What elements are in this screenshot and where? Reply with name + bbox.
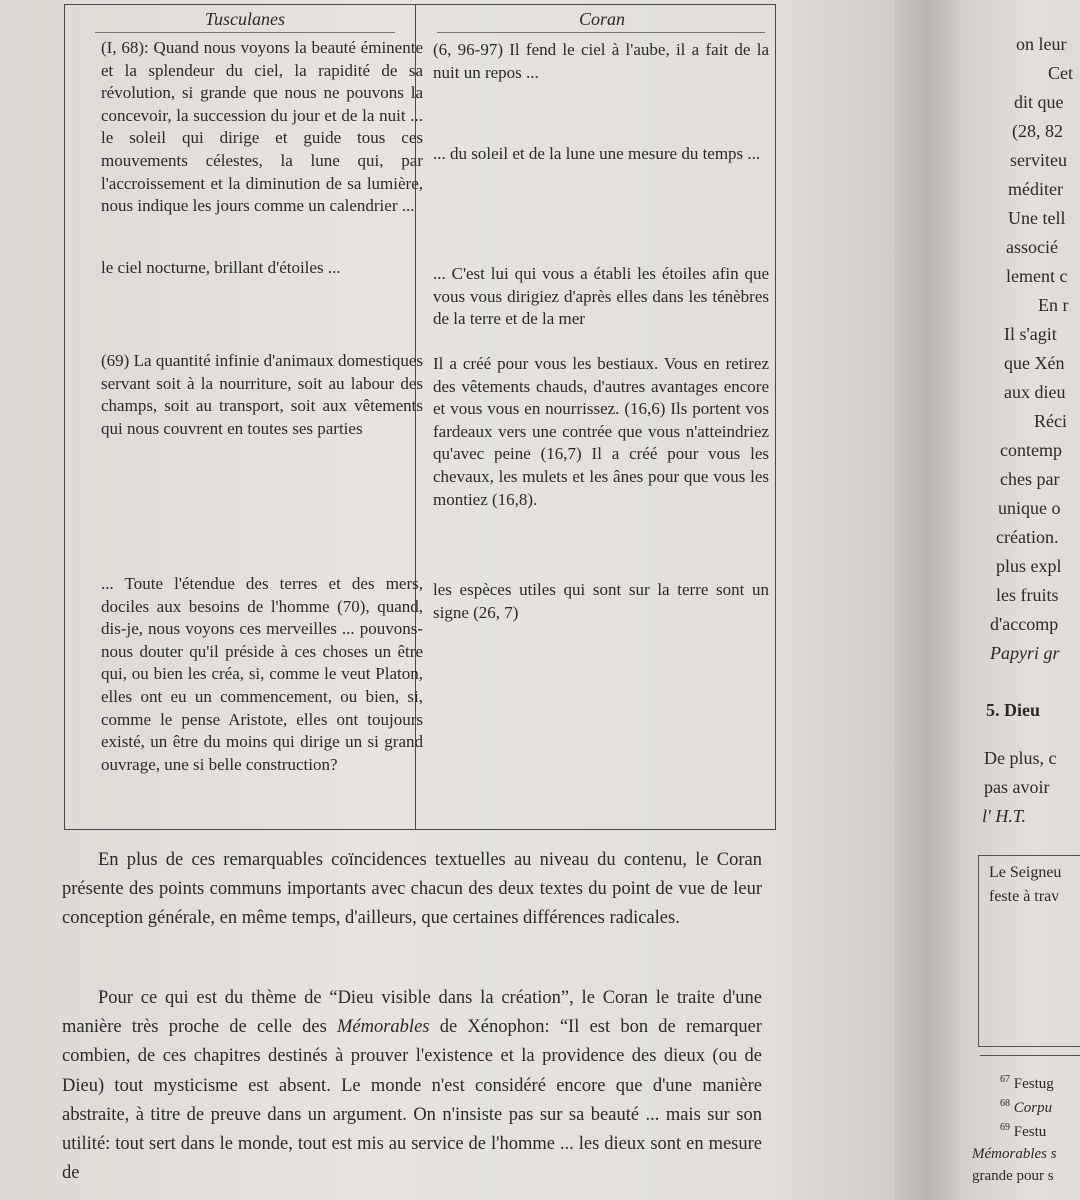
right-line: ches par bbox=[1000, 469, 1060, 489]
right-line: on leur bbox=[1016, 34, 1067, 54]
right-line: Cet bbox=[1048, 63, 1073, 83]
paragraph-2-title: Mémorables bbox=[337, 1017, 430, 1038]
right-line: aux dieu bbox=[1004, 382, 1066, 402]
table-cell-right-2: ... du soleil et de la lune une mesure du temps ... bbox=[433, 144, 761, 163]
right-line: pas avoir bbox=[984, 777, 1050, 797]
quote-box bbox=[978, 855, 1080, 1047]
right-line: Réci bbox=[1034, 411, 1067, 431]
table-cell-right-3: ... C'est lui qui vous a établi les étoiles afin que vous vous dirigiez d'après elles dans les ténèbres de la terre et de la mer bbox=[433, 264, 769, 329]
right-line: En r bbox=[1038, 295, 1069, 315]
footnote-text: Festug bbox=[1013, 1076, 1054, 1092]
table-cell-left-3: le ciel nocturne, brillant d'étoiles ... bbox=[101, 258, 341, 277]
right-line: unique o bbox=[998, 498, 1061, 518]
box-line: feste à trav bbox=[989, 888, 1060, 905]
comparison-table bbox=[64, 4, 776, 830]
right-line: création. bbox=[996, 527, 1059, 547]
paragraph-2-text-b: de Xénophon: “Il est bon de remarquer combien, de ces chapitres destinés à prouver l'existence et la providence des dieux (ou de Dieu) tout mysticisme est absent. Le monde n'est considéré encore que d'une manière abstraite, à titre de preuve dans un argument. On n'insiste pas sur sa beauté ... mais sur son utilité: tout sert dans le monde, tout est mis au service de l'homme ... les dieux sont en mesure de bbox=[62, 1017, 763, 1184]
footnote-68 bbox=[1000, 1098, 1052, 1117]
right-line: serviteu bbox=[1010, 150, 1067, 170]
footnote-text: Festu bbox=[1013, 1124, 1047, 1140]
paragraph-1: En plus de ces remarquables coïncidences textuelles au niveau du contenu, le Coran présente des points communs importants avec chacun des deux textes du point de vue de leur conception générale, en même temps, d'ailleurs, que certaines différences radicales. bbox=[62, 850, 762, 929]
footnote-69 bbox=[1000, 1122, 1046, 1141]
header-rule bbox=[95, 32, 395, 33]
table-cell-right-4: Il a créé pour vous les bestiaux. Vous en retirez des vêtements chauds, d'autres avantages encore et vous vous en nourrissez. (16,6) Ils portent vos fardeaux vers une contrée que vous n'atteindriez qu'avec peine (16,7) Il a créé pour vous les chevaux, les mulets et les ânes pour que vous les montiez (16,8). bbox=[433, 354, 769, 509]
right-line: méditer bbox=[1008, 179, 1063, 199]
right-line: lement c bbox=[1006, 266, 1068, 286]
footnote-number: 69 bbox=[1000, 1122, 1010, 1133]
right-line: contemp bbox=[1000, 440, 1062, 460]
footnote-rule bbox=[980, 1055, 1080, 1056]
right-line: Papyri gr bbox=[990, 643, 1060, 663]
table-cell-right-5: les espèces utiles qui sont sur la terre sont un signe (26, 7) bbox=[433, 580, 769, 622]
right-line: les fruits bbox=[996, 585, 1059, 605]
paragraph-2 bbox=[62, 984, 762, 1188]
table-cell-right-1: (6, 96-97) Il fend le ciel à l'aube, il a fait de la nuit un repos ... bbox=[433, 40, 769, 82]
column-header-coran: Coran bbox=[578, 9, 625, 29]
table-cell-left-4: (69) La quantité infinie d'animaux domestiques servant soit à la nourriture, soit au labour des champs, soit au transport, soit aux vêtements qui nous couvrent en toutes ses parties bbox=[101, 351, 423, 438]
footnote-text: Corpu bbox=[1013, 1100, 1053, 1116]
right-line: dit que bbox=[1014, 92, 1064, 112]
footnote-number: 68 bbox=[1000, 1098, 1010, 1109]
table-cell-left-5: ... Toute l'étendue des terres et des mers, dociles aux besoins de l'homme (70), quand, dis-je, nous voyons ces merveilles ... pouvons-nous douter qu'il préside à ces choses un être qui, ou bien les créa, si, comme le veut Platon, elles ont eu un commencement, ou bien, si, comme le pense Aristote, elles ont toujours existé, un être du moins qui dirige un si grand ouvrage, une si belle construction? bbox=[101, 574, 423, 774]
right-line: plus expl bbox=[996, 556, 1062, 576]
column-header-tusculanes: Tusculanes bbox=[204, 9, 285, 29]
paragraph-2-text-a: Pour ce qui est du thème de “Dieu visible dans la création”, le Coran le traite d'une manière très proche de celle des bbox=[62, 988, 762, 1038]
right-line: Il s'agit bbox=[1004, 324, 1057, 344]
footnote-67 bbox=[1000, 1074, 1054, 1093]
right-line: Une tell bbox=[1008, 208, 1066, 228]
right-line: (28, 82 bbox=[1012, 121, 1063, 141]
footnote-continuation: Mémorables s bbox=[972, 1146, 1057, 1162]
book-gutter bbox=[895, 0, 965, 1200]
header-rule bbox=[437, 32, 765, 33]
right-line: l' H.T. bbox=[982, 806, 1027, 826]
box-line: Le Seigneu bbox=[989, 864, 1062, 881]
table-cell-left-1: (I, 68): Quand nous voyons la beauté éminente et la splendeur du ciel, la rapidité de sa révolution, si grande que nous ne pouvons la concevoir, la succession du jour et de la nuit ... le soleil qui dirige et guide tous ces mouvements célestes, la lune qui, par l'accroissement et la diminution de sa lumière, nous indique les jours comme un calendrier ... bbox=[101, 38, 423, 216]
right-line: associé bbox=[1006, 237, 1058, 257]
right-line: De plus, c bbox=[984, 748, 1057, 768]
footnote-continuation: grande pour s bbox=[972, 1168, 1054, 1184]
right-line: d'accomp bbox=[990, 614, 1059, 634]
section-heading: 5. Dieu bbox=[986, 700, 1040, 720]
right-page bbox=[960, 0, 1080, 1200]
right-line: que Xén bbox=[1004, 353, 1065, 373]
footnote-number: 67 bbox=[1000, 1074, 1010, 1085]
